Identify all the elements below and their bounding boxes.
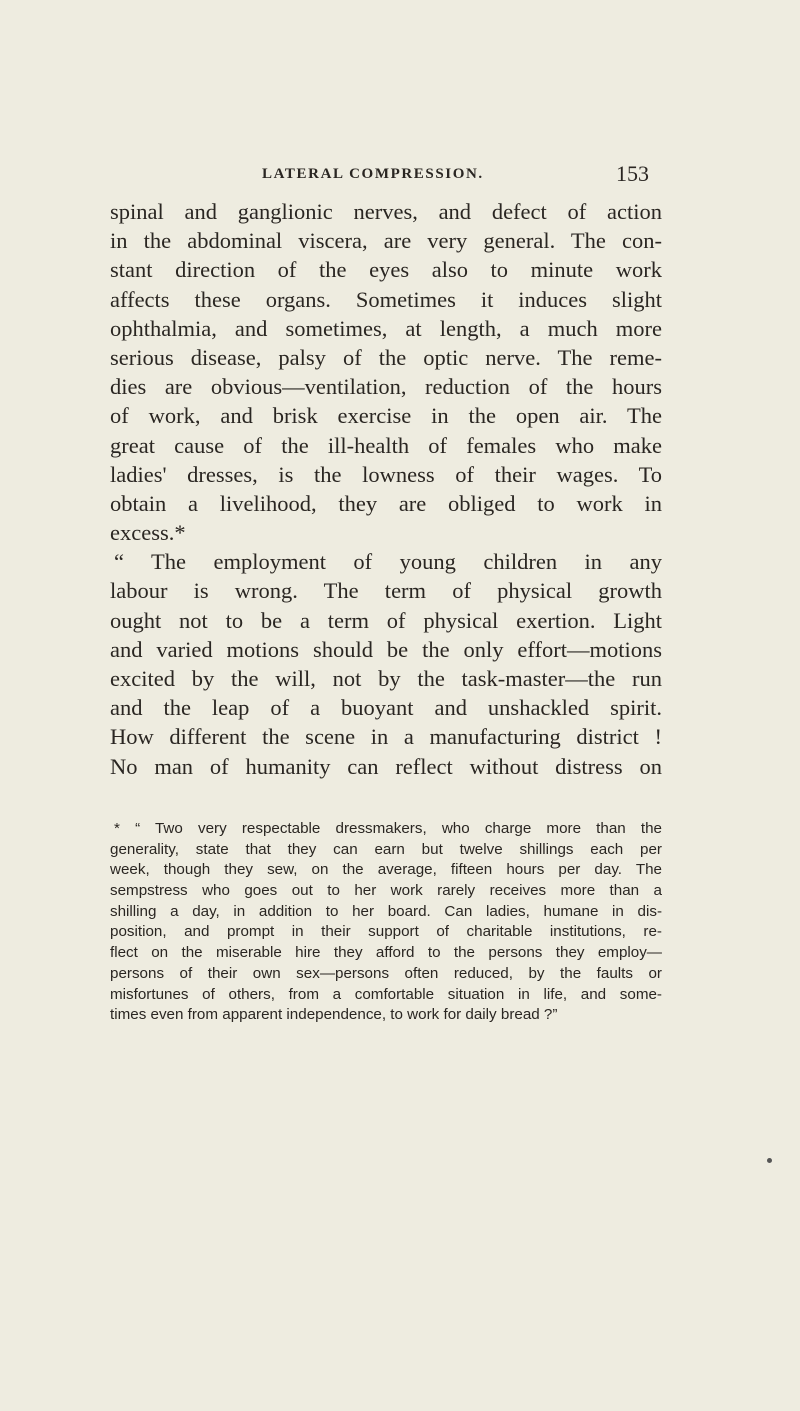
body-line: How different the scene in a manufacturing district ! <box>110 724 662 750</box>
footnote-line: * “ Two very respectable dressmakers, who charge more than the <box>114 820 662 837</box>
body-line: in the abdominal viscera, are very general. The con- <box>110 228 662 254</box>
footnote-line: sempstress who goes out to her work rarely receives more than a <box>110 882 662 900</box>
body-line: excess.* <box>110 520 186 546</box>
page-number: 153 <box>616 161 649 186</box>
body-line: of work, and brisk exercise in the open air. The <box>110 403 662 429</box>
body-line: ought not to be a term of physical exertion. Light <box>110 607 662 633</box>
body-line: affects these organs. Sometimes it induces slight <box>110 286 662 312</box>
body-line: dies are obvious—ventilation, reduction of the hours <box>110 374 662 400</box>
ink-speck <box>767 1158 772 1163</box>
footnote <box>110 819 662 1026</box>
footnote-line: position, and prompt in their support of charitable institutions, re- <box>110 923 662 941</box>
footnote-line: week, though they sew, on the average, fifteen hours per day. The <box>110 861 662 879</box>
body-text <box>110 197 662 781</box>
body-line: “ The employment of young children in any <box>114 549 662 575</box>
running-head <box>262 161 798 192</box>
body-line: obtain a livelihood, they are obliged to work in <box>110 490 662 516</box>
footnote-line: flect on the miserable hire they afford to the persons they employ— <box>110 944 662 962</box>
body-line: spinal and ganglionic nerves, and defect of action <box>110 199 662 224</box>
body-line: and the leap of a buoyant and unshackled spirit. <box>110 695 662 721</box>
body-line: ladies' dresses, is the lowness of their wages. To <box>110 461 662 487</box>
footnote-line: times even from apparent independence, to work for daily bread ?” <box>110 1006 558 1024</box>
footnote-line: shilling a day, in addition to her board. Can ladies, humane in dis- <box>110 902 662 920</box>
running-title: LATERAL COMPRESSION. <box>262 166 484 182</box>
body-line: No man of humanity can reflect without distress on <box>110 753 662 779</box>
footnote-line: persons of their own sex—persons often reduced, by the faults or <box>110 964 662 982</box>
body-line: labour is wrong. The term of physical growth <box>110 578 662 604</box>
body-line: ophthalmia, and sometimes, at length, a much more <box>110 315 662 341</box>
body-line: and varied motions should be the only effort—motions <box>110 636 662 662</box>
body-line: great cause of the ill-health of females who make <box>110 432 662 458</box>
body-line: stant direction of the eyes also to minute work <box>110 257 662 283</box>
footnote-line: generality, state that they can earn but twelve shillings each per <box>110 840 662 858</box>
footnote-line: misfortunes of others, from a comfortable situation in life, and some- <box>110 985 662 1003</box>
body-line: excited by the will, not by the task-master—the run <box>110 666 662 691</box>
body-line: serious disease, palsy of the optic nerve. The reme- <box>110 344 662 370</box>
